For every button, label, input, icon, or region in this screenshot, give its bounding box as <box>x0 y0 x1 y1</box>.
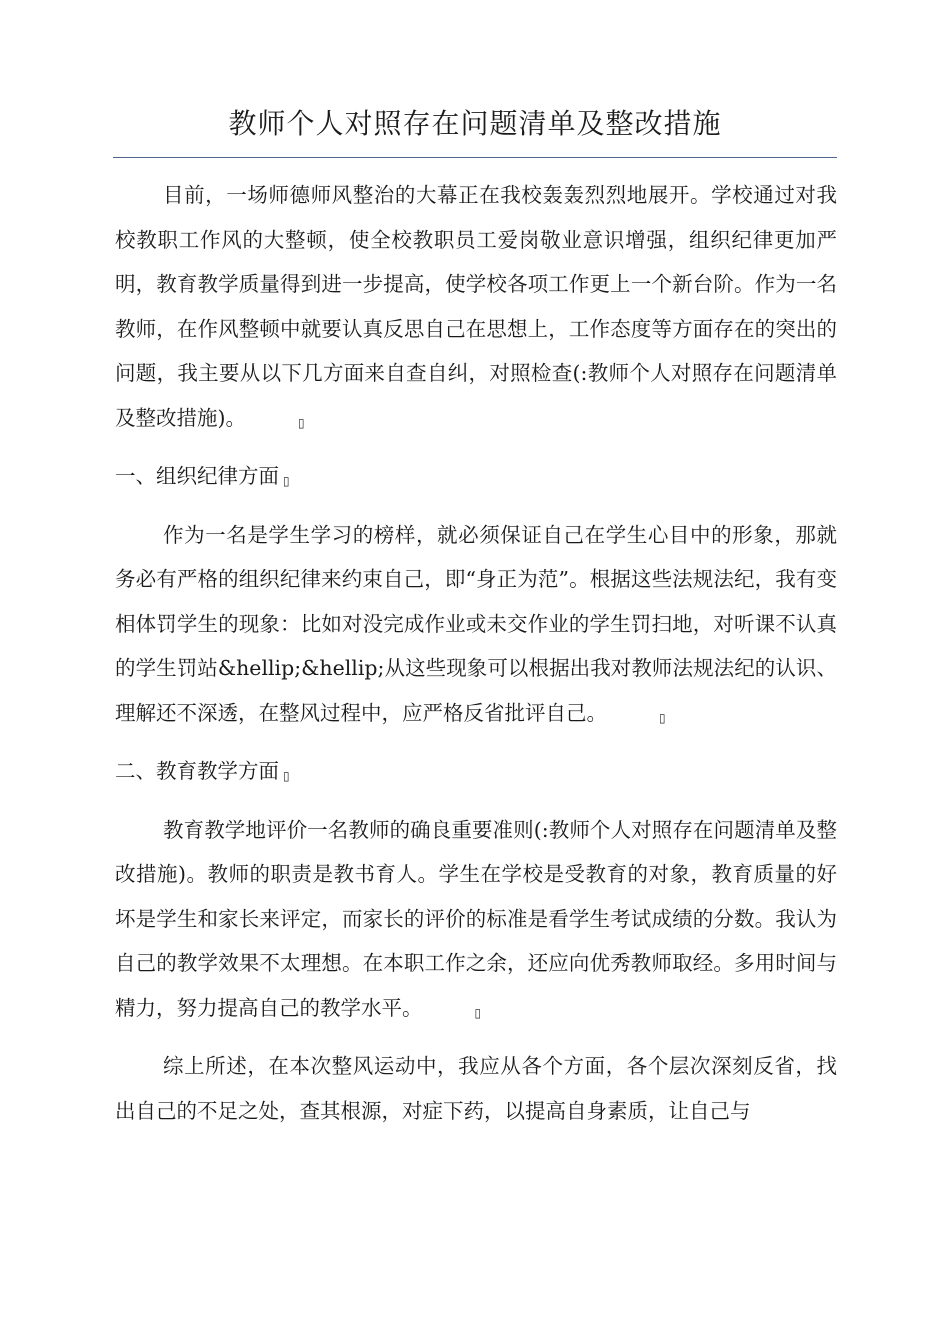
section-heading-teaching-text: 二、教育教学方面 <box>115 759 279 783</box>
section-heading-teaching <box>115 749 837 794</box>
paragraph-mark-icon: ▯ <box>659 710 666 725</box>
paragraph-mark-icon: ▯ <box>283 474 290 488</box>
paragraph-mark-icon: ▯ <box>474 1005 482 1020</box>
document-title: 教师个人对照存在问题清单及整改措施 <box>228 107 722 140</box>
teaching-paragraph <box>115 808 837 1031</box>
paragraph-mark-icon: ▯ <box>283 769 290 783</box>
intro-paragraph-text: 目前，一场师德师风整治的大幕正在我校轰轰烈烈地展开。学校通过对我校教职工作风的大整顿，使全校教职员工爱岗敬业意识增强，组织纪律更加严明，教育教学质量得到进一步提高，使学校各项工作更上一个新台阶。作为一名教师，在作风整顿中就要认真反思自己在思想上，工作态度等方面存在的突出的问题，我主要从以下几方面来自查自纠，对照检查(:教师个人对照存在问题清单及整改措施)。 <box>115 183 837 430</box>
discipline-paragraph <box>115 513 837 736</box>
paragraph-mark-icon: ▯ <box>298 415 305 430</box>
teaching-paragraph-text: 教育教学地评价一名教师的确良重要准则(:教师个人对照存在问题清单及整改措施)。教师的职责是教书育人。学生在学校是受教育的对象，教育质量的好坏是学生和家长来评定，而家长的评价的标准是看学生考试成绩的分数。我认为自己的教学效果不太理想。在本职工作之余，还应向优秀教师取经。多用时间与精力，努力提高自己的教学水平。 <box>115 817 837 1020</box>
intro-paragraph <box>115 173 837 440</box>
document-body <box>115 173 837 1133</box>
title-divider <box>113 157 837 158</box>
summary-paragraph-text: 综上所述，在本次整风运动中，我应从各个方面，各个层次深刻反省，找出自己的不足之处，查其根源，对症下药，以提高自身素质，让自己与 <box>115 1054 837 1123</box>
summary-paragraph <box>115 1044 837 1133</box>
discipline-paragraph-text: 作为一名是学生学习的榜样，就必须保证自己在学生心目中的形象，那就务必有严格的组织纪律来约束自己，即“身正为范”。根据这些法规法纪，我有变相体罚学生的现象：比如对没完成作业或未交作业的学生罚扫地，对听课不认真的学生罚站&hellip;&hellip;从这些现象可以根据出我对教师法规法纪的认识、理解还不深透，在整风过程中，应严格反省批评自己。 <box>115 522 837 725</box>
section-heading-discipline-text: 一、组织纪律方面 <box>115 464 279 488</box>
section-heading-discipline <box>115 454 837 499</box>
